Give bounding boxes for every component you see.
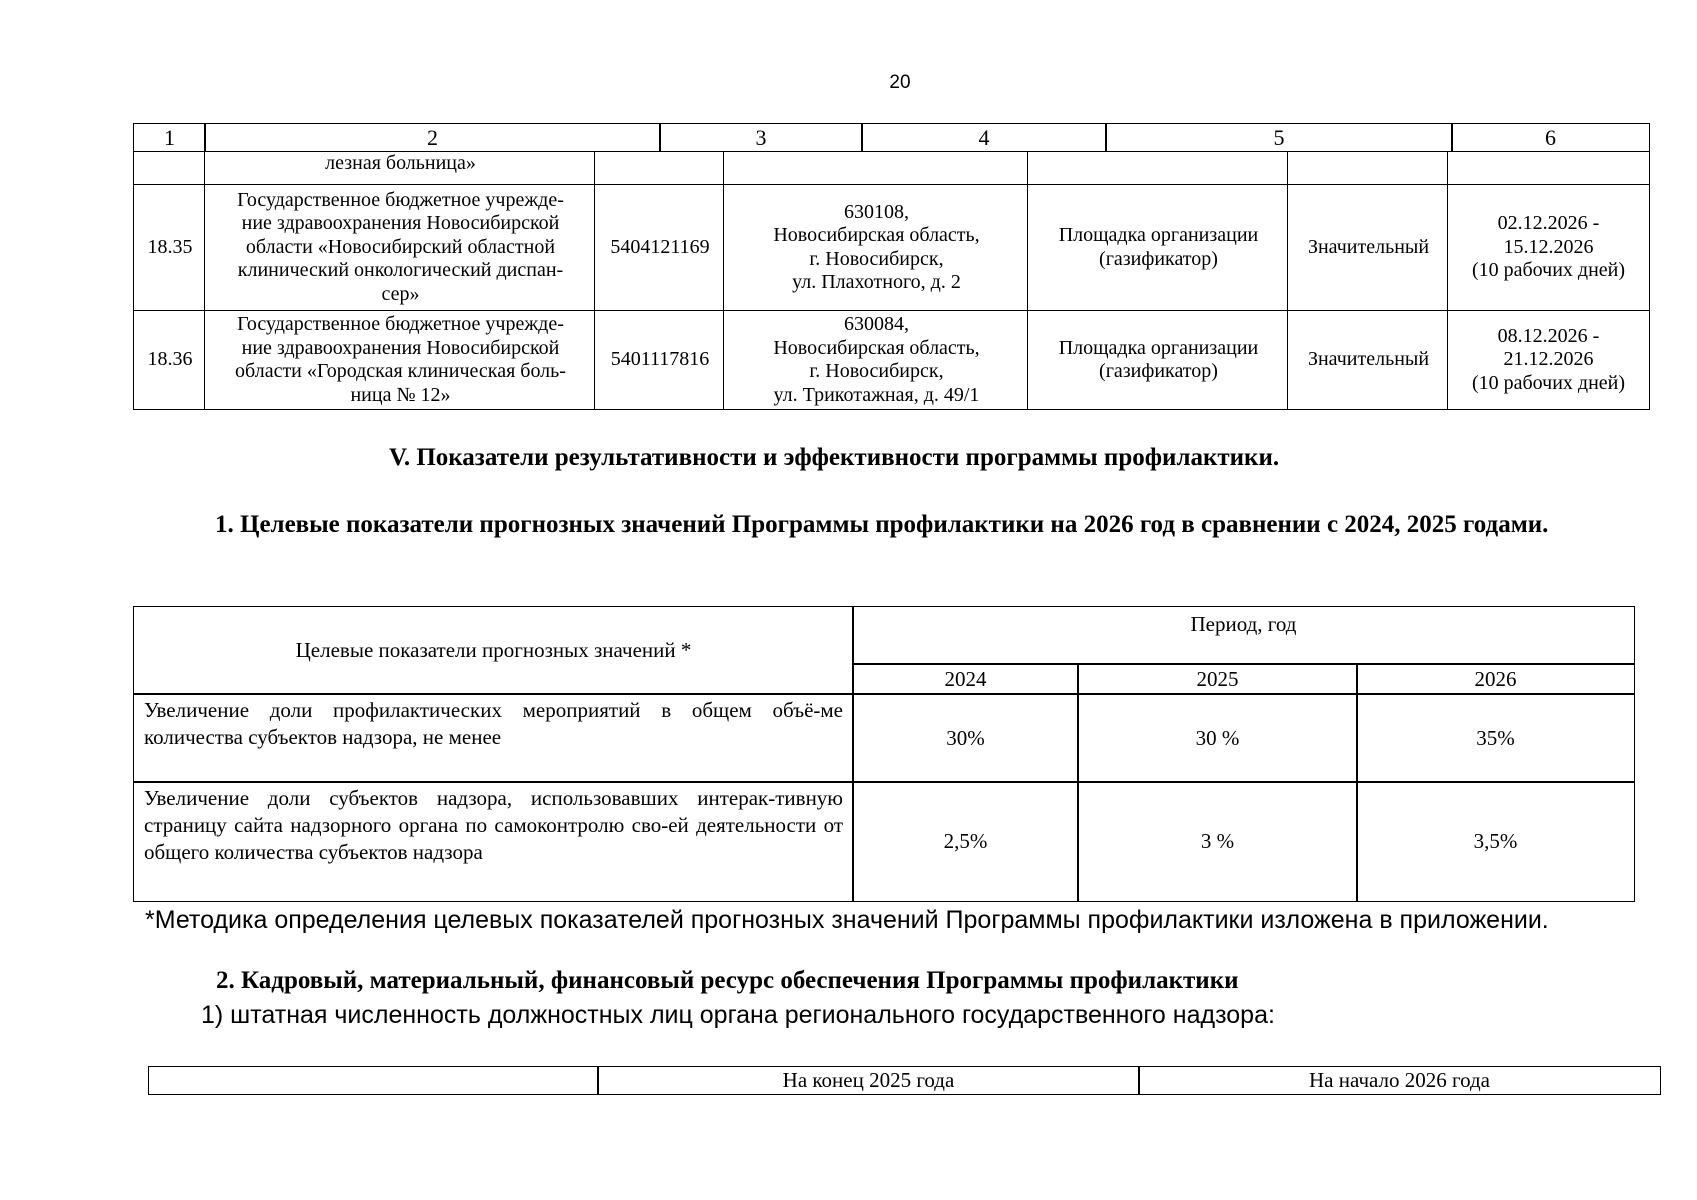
- table-header-cell: 2: [204, 123, 661, 152]
- page-number: 20: [889, 72, 911, 93]
- indicator-value: 35%: [1356, 693, 1635, 783]
- inspection-place: Площадка организации (газификатор): [1027, 311, 1289, 410]
- year-header: 2025: [1077, 663, 1358, 695]
- year-header: 2024: [852, 663, 1079, 695]
- table-header-cell: 6: [1451, 123, 1650, 152]
- indicator-value: 2,5%: [852, 781, 1079, 902]
- table-header-cell: 1: [133, 123, 206, 152]
- indicators-column-header: Целевые показатели прогнозных значений *: [133, 606, 854, 695]
- risk-category: [1287, 152, 1449, 185]
- risk-category: Значительный: [1287, 311, 1449, 410]
- address: [723, 152, 1029, 185]
- table-header-cell: На конец 2025 года: [597, 1066, 1140, 1095]
- inn: 5401117816: [594, 311, 725, 410]
- indicator-value: 30 %: [1077, 693, 1358, 783]
- period-header: Период, год: [852, 606, 1635, 665]
- table-header-cell: 4: [861, 123, 1107, 152]
- row-number: 18.35: [133, 185, 206, 311]
- risk-category: Значительный: [1287, 185, 1449, 311]
- target-indicators-table: [133, 606, 1635, 902]
- indicator-label: Увеличение доли субъектов надзора, использовавших интерак-тивную страницу сайта надзорного органа по самоконтролю сво-ей деятельности от общего количества субъектов надзора: [133, 781, 854, 902]
- address: 630084, Новосибирская область, г. Новосибирск, ул. Трикотажная, д. 49/1: [723, 311, 1029, 410]
- inspection-place: Площадка организации (газификатор): [1027, 185, 1289, 311]
- inn: [594, 152, 725, 185]
- indicator-label: Увеличение доли профилактических мероприятий в общем объё-ме количества субъектов надзора, не менее: [133, 693, 854, 783]
- subsection-2-item: 1) штатная численность должностных лиц органа регионального государственного надзора:: [201, 1001, 1275, 1029]
- organization-name: Государственное бюджетное учрежде- ние здравоохранения Новосибирской области «Городская клиническая боль- ница № 12»: [204, 311, 596, 410]
- subsection-1-title: 1. Целевые показатели прогнозных значений Программы профилактики на 2026 год в сравнении с 2024, 2025 годами.: [215, 511, 1549, 538]
- table-header-cell: На начало 2026 года: [1138, 1066, 1661, 1095]
- row-number: [133, 152, 206, 185]
- inspection-period: 08.12.2026 - 21.12.2026 (10 рабочих дней): [1447, 311, 1650, 410]
- table-header-cell: [148, 1066, 599, 1095]
- inn: 5404121169: [594, 185, 725, 311]
- staffing-table: [148, 1066, 1661, 1095]
- indicator-value: 30%: [852, 693, 1079, 783]
- table-row: [133, 185, 1650, 311]
- organization-name: лезная больница»: [204, 152, 596, 185]
- table-row: [133, 152, 1650, 185]
- indicator-value: 3,5%: [1356, 781, 1635, 902]
- footnote: *Методика определения целевых показателей прогнозных значений Программы профилактики изложена в приложении.: [145, 906, 1549, 934]
- table-header-cell: 3: [659, 123, 863, 152]
- year-header: 2026: [1356, 663, 1635, 695]
- indicator-value: 3 %: [1077, 781, 1358, 902]
- organization-name: Государственное бюджетное учрежде- ние здравоохранения Новосибирской области «Новосибирский областной клинический онкологический диспан- сер»: [204, 185, 596, 311]
- inspection-period: [1447, 152, 1650, 185]
- row-number: 18.36: [133, 311, 206, 410]
- section-title: V. Показатели результативности и эффективности программы профилактики.: [389, 444, 1280, 471]
- address: 630108, Новосибирская область, г. Новосибирск, ул. Плахотного, д. 2: [723, 185, 1029, 311]
- inspection-schedule-table: [133, 123, 1650, 409]
- table-row: [133, 311, 1650, 410]
- inspection-period: 02.12.2026 - 15.12.2026 (10 рабочих дней): [1447, 185, 1650, 311]
- subsection-2-title: 2. Кадровый, материальный, финансовый ресурс обеспечения Программы профилактики: [216, 967, 1239, 994]
- table-header-cell: 5: [1105, 123, 1453, 152]
- inspection-place: [1027, 152, 1289, 185]
